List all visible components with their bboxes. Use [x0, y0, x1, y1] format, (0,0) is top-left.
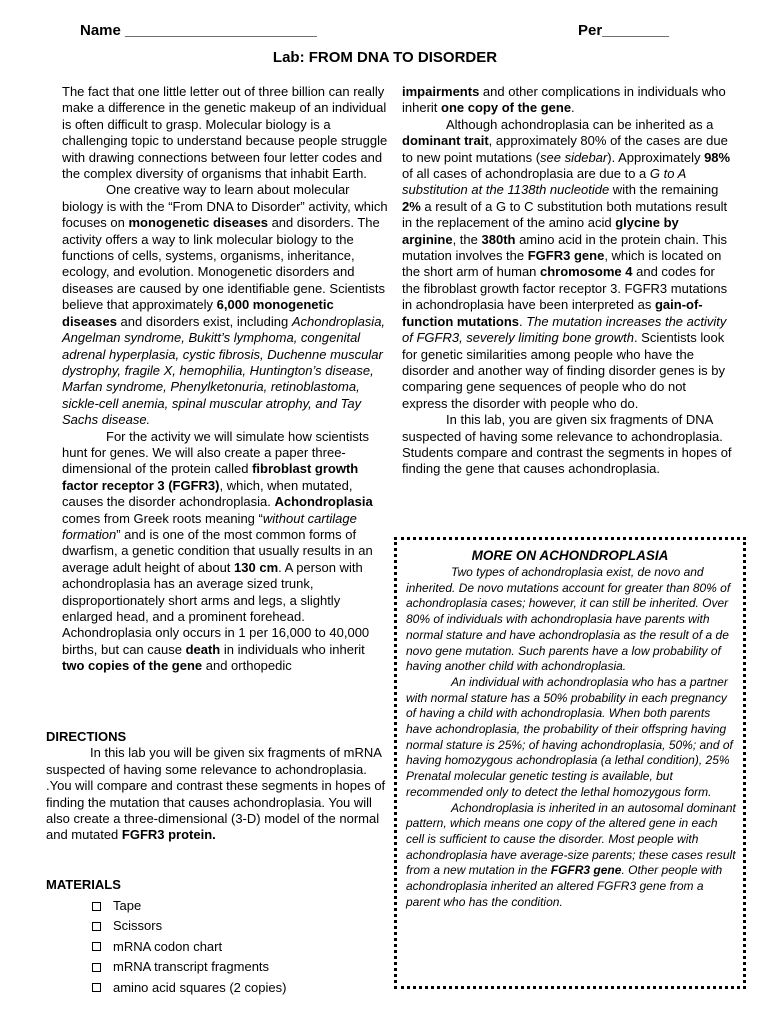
materials-section [46, 877, 376, 998]
materials-list [46, 896, 376, 998]
list-item: mRNA codon chart [92, 937, 376, 957]
page-title: Lab: FROM DNA TO DISORDER [272, 49, 498, 66]
right-column [402, 84, 732, 478]
sidebar-body [397, 565, 743, 910]
left-column [62, 84, 388, 675]
name-field-label: Name _______________________ [80, 22, 317, 39]
achondroplasia-sidebar [394, 537, 746, 989]
checkbox-icon[interactable] [92, 922, 101, 931]
directions-section [46, 729, 386, 844]
list-item: amino acid squares (2 copies) [92, 978, 376, 998]
simulation-paragraph: For the activity we will simulate how scientists hunt for genes. We will also create a paper three-dimensional of the protein called fibroblast growth factor receptor 3 (FGFR3), which, when mutated, causes the disorder achondroplasia. Achondroplasia comes from Greek roots meaning “without cartilage formation” and is one of the most common forms of dwarfism, a genetic condition that usually results in an average adult height of about 130 cm. A person with achondroplasia has an average sized trunk, disproportionately short arms and legs, a slightly enlarged head, and a prominent forehead. Achondroplasia only occurs in 1 per 16,000 to 40,000 births, but can cause death in individuals who inherit two copies of the gene and orthopedic [62, 428, 373, 674]
list-item: Tape [92, 896, 376, 916]
impairments-paragraph: impairments and other complications in individuals who inherit one copy of the gene. [402, 84, 726, 116]
inheritance-paragraph: Although achondroplasia can be inherited as a dominant trait, approximately 80% of the cases are due to new point mutations (see sidebar). Approximately 98% of all cases of achondroplasia are due to a G to A substitution at the 1138th nucleotide with the remaining 2% a result of a G to C substitution both mutations result in the replacement of the amino acid glycine by arginine, the 380th amino acid in the protein chain. This mutation involves the FGFR3 gene, which is located on the short arm of human chromosome 4 and codes for the fibroblast growth factor receptor 3. FGFR3 mutations in achondroplasia have been interpreted as gain-of-function mutations. The mutation increases the activity of FGFR3, severely limiting bone growth. Scientists look for genetic similarities among people who have the disorder and another way of finding disorder genes is by comparing gene sequences of people who do not express the disorder with people who do. [402, 116, 731, 411]
sidebar-paragraph: Two types of achondroplasia exist, de novo and inherited. De novo mutations account for greater than 80% of achondroplasia cases; however, it can still be inherited. Over 80% of individuals with achondroplasia have parents with normal stature and have achondroplasia as the result of a de novo gene mutation. Such parents have a low probability of having another child with achondroplasia. [406, 565, 731, 674]
list-item: Scissors [92, 916, 376, 936]
checkbox-icon[interactable] [92, 902, 101, 911]
activity-paragraph: One creative way to learn about molecular biology is with the “From DNA to Disorder” activity, which focuses on monogenetic diseases and disorders. The activity offers a way to link molecular biology to the functions of cells, systems, organisms, inheritance, ecology, and evolution. Monogenetic disorders and diseases are caused by one identifiable gene. Scientists believe that approximately 6,000 monogenetic diseases and disorders exist, including Achondroplasia, Angelman syndrome, Bukitt’s lymphoma, congenital adrenal hyperplasia, cystic fibrosis, Duchenne muscular dystrophy, fragile X, hemophilia, Huntington’s disease, Marfan syndrome, Phenylketonuria, retinoblastoma, sickle-cell anemia, spinal muscular atrophy, and Tay Sachs disease. [62, 182, 388, 428]
checkbox-icon[interactable] [92, 942, 101, 951]
checkbox-icon[interactable] [92, 963, 101, 972]
directions-text: In this lab you will be given six fragments of mRNA suspected of having some relevance to achondroplasia. .You will compare and contrast these segments in hopes of finding the mutation that causes achondroplasia. You will also create a three-dimensional (3-D) model of the normal and mutated FGFR3 protein. [46, 745, 386, 843]
materials-heading: MATERIALS [46, 877, 121, 892]
checkbox-icon[interactable] [92, 983, 101, 992]
lab-summary-paragraph: In this lab, you are given six fragments of DNA suspected of having some relevance to achondroplasia. Students compare and contrast the segments in hopes of finding the gene that causes achondroplasia. [402, 412, 732, 477]
sidebar-paragraph: An individual with achondroplasia who has a partner with normal stature has a 50% probability in each pregnancy of having a child with achondroplasia. When both parents have achondroplasia, the probability of their offspring having normal stature is 25%; of having achondroplasia, 50%; and of having homozygous achondroplasia (a lethal condition), 25% Prenatal molecular genetic testing is available, but recommended only to detect the lethal homozygous form. [406, 674, 733, 799]
list-item: mRNA transcript fragments [92, 957, 376, 977]
sidebar-paragraph: Achondroplasia is inherited in an autosomal dominant pattern, which means one copy of the altered gene in each cell is sufficient to cause the disorder. Most people with achondroplasia have average-size parents; these cases result from a new mutation in the FGFR3 gene. Other people with achondroplasia inherited an altered FGFR3 gene from a parent who has the condition. [406, 800, 736, 909]
intro-paragraph: The fact that one little letter out of three billion can really make a difference in the genetic makeup of an individual is often difficult to grasp. Molecular biology is a challenging topic to understand because people struggle with drawing connections between four letter codes and the complex diversity of organisms that inhabit Earth. [62, 84, 388, 182]
period-field-label: Per________ [578, 22, 669, 39]
directions-heading: DIRECTIONS [46, 729, 127, 744]
sidebar-title: MORE ON ACHONDROPLASIA [471, 548, 669, 563]
